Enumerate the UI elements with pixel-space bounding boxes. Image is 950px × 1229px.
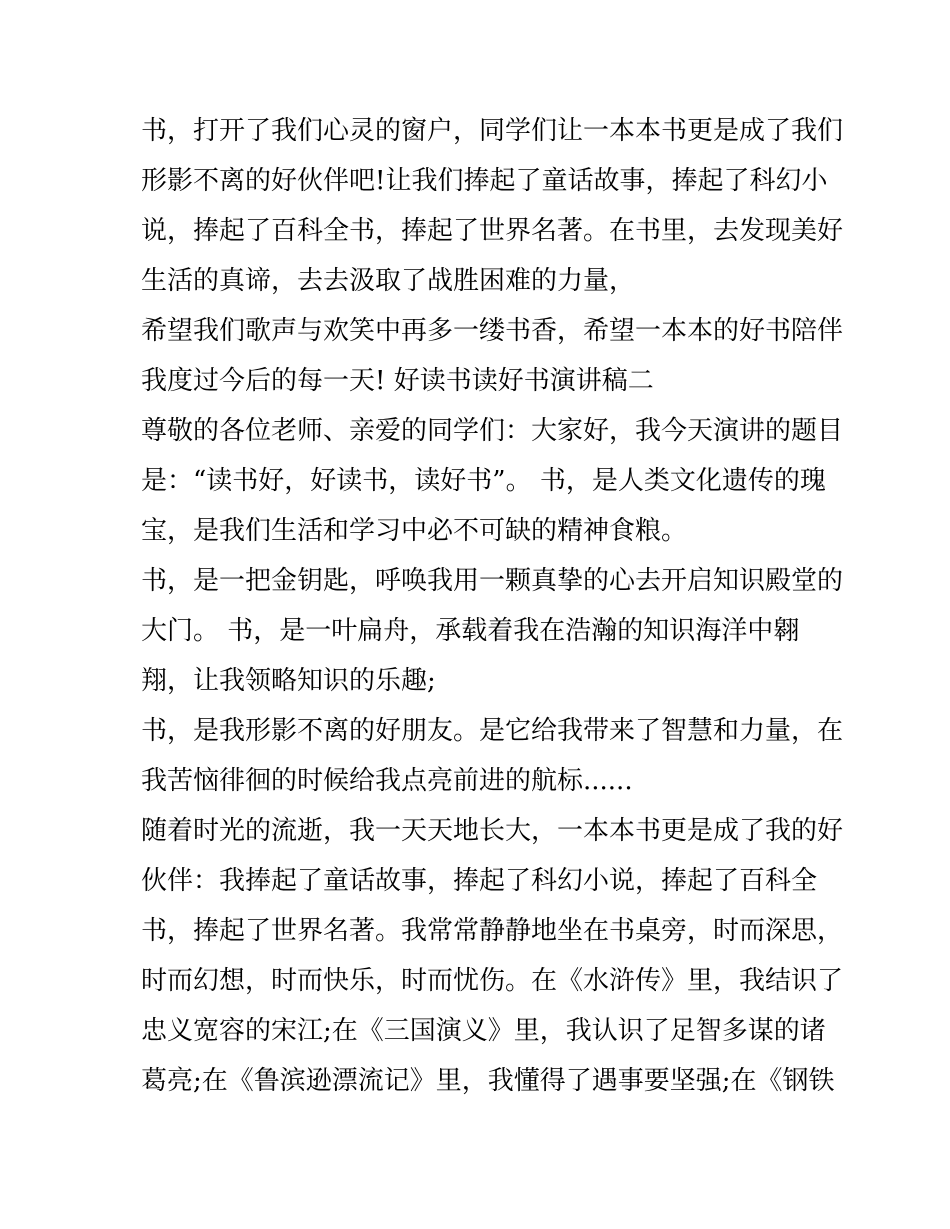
text-line: 我度过今后的每一天! 好读书读好书演讲稿二 bbox=[141, 366, 654, 396]
text-line: 生活的真谛，去去汲取了战胜困难的力量， bbox=[141, 266, 636, 296]
text-line: 书，是一把金钥匙，呼唤我用一颗真挚的心去开启知识殿堂的 bbox=[141, 566, 844, 596]
text-line: 说，捧起了百科全书，捧起了世界名著。在书里，去发现美好 bbox=[141, 216, 844, 246]
text-line: 宝，是我们生活和学习中必不可缺的精神食粮。 bbox=[141, 516, 688, 546]
text-line: 忠义宽容的宋江;在《三国演义》里，我认识了足智多谋的诸 bbox=[141, 1016, 826, 1046]
text-line: 我苦恼徘徊的时候给我点亮前进的航标...... bbox=[141, 766, 633, 796]
text-line: 书，打开了我们心灵的窗户，同学们让一本本书更是成了我们 bbox=[141, 116, 844, 146]
text-line: 葛亮;在《鲁滨逊漂流记》里，我懂得了遇事要坚强;在《钢铁 bbox=[141, 1066, 835, 1096]
text-line: 随着时光的流逝，我一天天地长大，一本本书更是成了我的好 bbox=[141, 816, 844, 846]
text-line: 希望我们歌声与欢笑中再多一缕书香，希望一本本的好书陪伴 bbox=[141, 316, 844, 346]
text-line: 形影不离的好伙伴吧!让我们捧起了童话故事，捧起了科幻小 bbox=[141, 166, 828, 196]
text-line: 时而幻想，时而快乐，时而忧伤。在《水浒传》里，我结识了 bbox=[141, 966, 844, 996]
text-line: 翔，让我领略知识的乐趣; bbox=[141, 666, 436, 696]
text-line: 是：“读书好，好读书，读好书”。 书，是人类文化遗传的瑰 bbox=[141, 466, 826, 496]
text-line: 书，是我形影不离的好朋友。是它给我带来了智慧和力量，在 bbox=[141, 716, 844, 746]
text-line: 尊敬的各位老师、亲爱的同学们：大家好，我今天演讲的题目 bbox=[141, 416, 844, 446]
text-line: 大门。 书，是一叶扁舟，承载着我在浩瀚的知识海洋中翱 bbox=[141, 616, 800, 646]
text-line: 书，捧起了世界名著。我常常静静地坐在书桌旁，时而深思， bbox=[141, 916, 844, 946]
document-body bbox=[141, 106, 844, 1106]
text-line: 伙伴：我捧起了童话故事，捧起了科幻小说，捧起了百科全 bbox=[141, 866, 818, 896]
